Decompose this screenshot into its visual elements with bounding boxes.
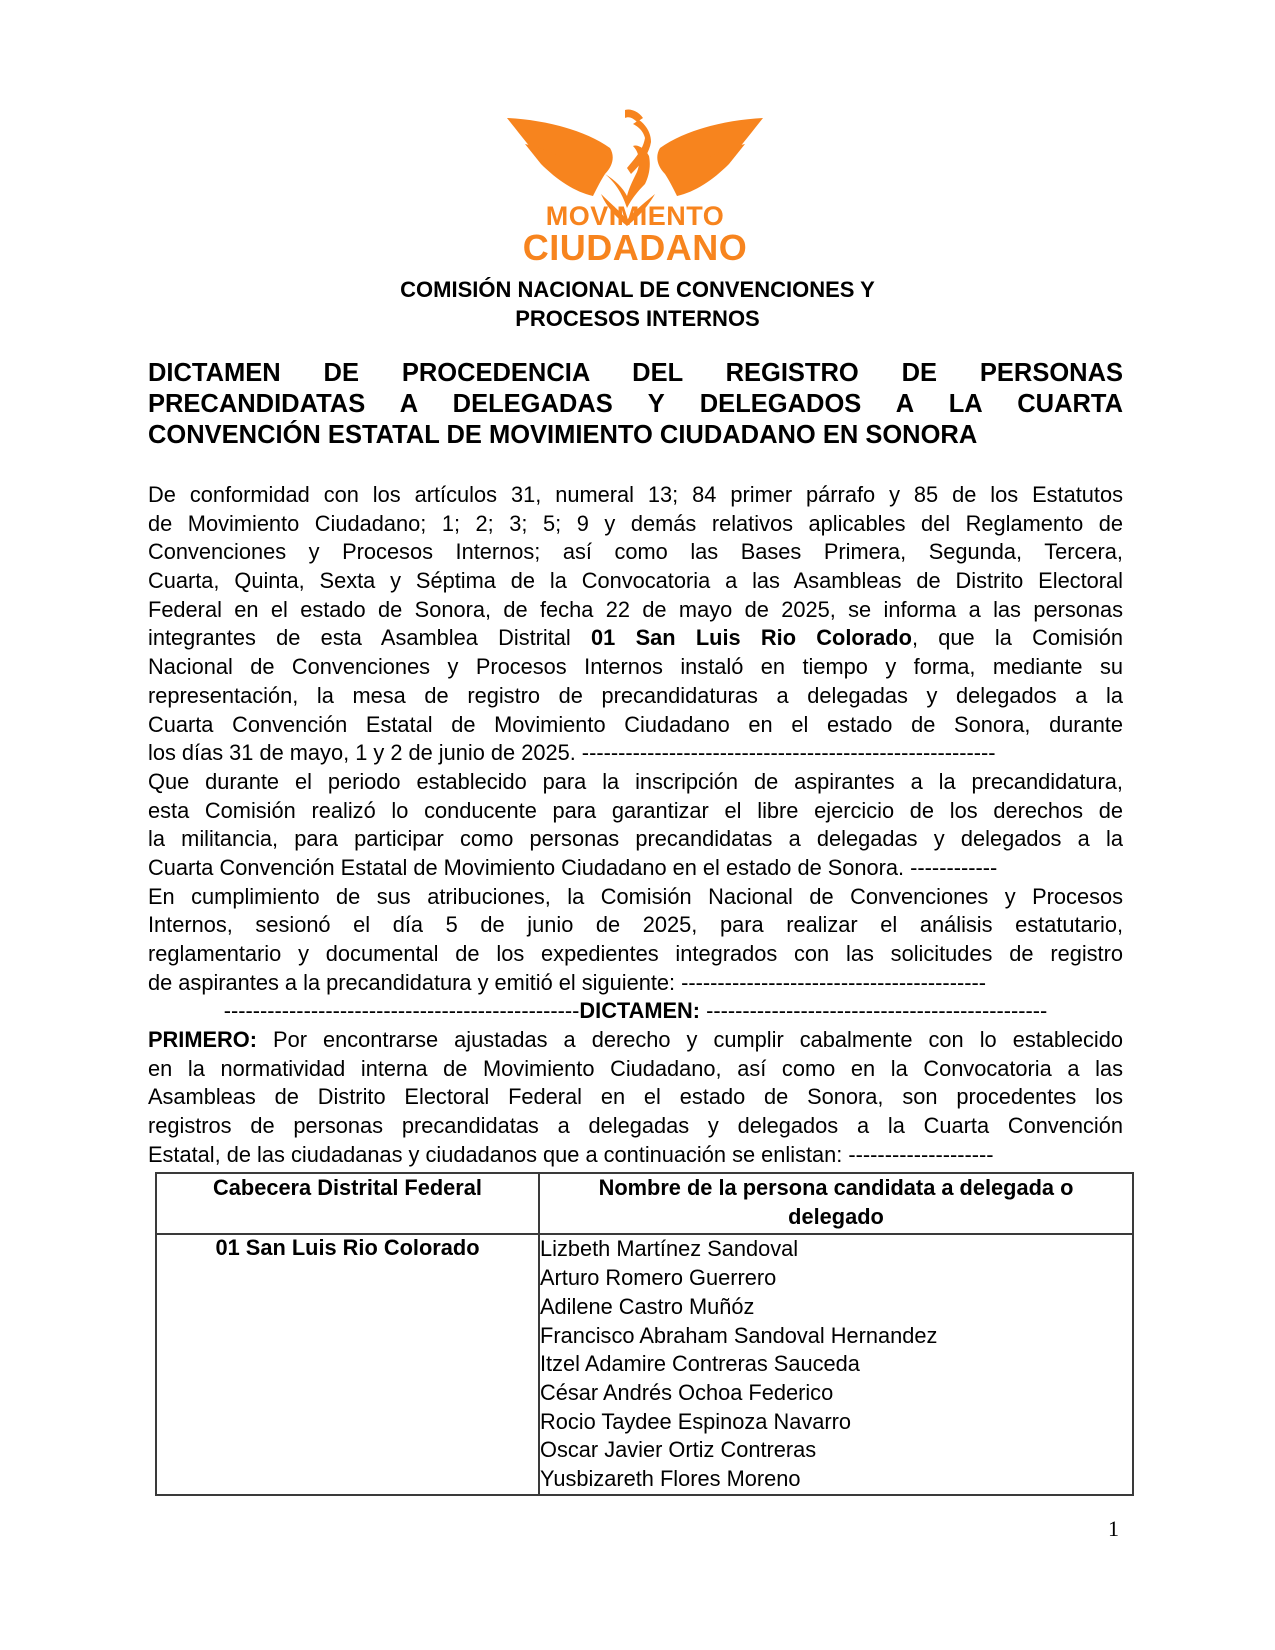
dictamen-dashes-right: ----------------------------------------------- xyxy=(700,998,1048,1024)
header-candidate-name: Nombre de la persona candidata a delegada o delegado xyxy=(539,1173,1133,1234)
candidate-name: Itzel Adamire Contreras Sauceda xyxy=(540,1351,860,1377)
body-line: Cuarta, Quinta, Sexta y Séptima de la Convocatoria a las Asambleas de Distrito Electoral xyxy=(148,568,1123,594)
candidate-name: Lizbeth Martínez Sandoval xyxy=(540,1236,799,1262)
dictamen-label: DICTAMEN: xyxy=(579,998,701,1024)
body-line: de Movimiento Ciudadano; 1; 2; 3; 5; 9 y demás relativos aplicables del Reglamento de xyxy=(148,510,1123,536)
body-line-assembly xyxy=(148,624,1123,653)
body-line: De conformidad con los artículos 31, numeral 13; 84 primer párrafo y 85 de los Estatutos xyxy=(148,482,1123,507)
candidate-name: Arturo Romero Guerrero xyxy=(540,1265,777,1291)
document-title xyxy=(148,358,1123,451)
commission-line-2: PROCESOS INTERNOS xyxy=(515,306,760,331)
body-line: Estatal, de las ciudadanas y ciudadanos que a continuación se enlistan: -------------------- xyxy=(148,1141,994,1167)
candidate-name: Rocio Taydee Espinoza Navarro xyxy=(540,1408,851,1434)
candidate-name: Yusbizareth Flores Moreno xyxy=(540,1466,801,1492)
candidate-name: Oscar Javier Ortiz Contreras xyxy=(540,1437,817,1463)
body-line: registros de personas precandidatas a delegadas y delegados a la Cuarta Convención xyxy=(148,1113,1123,1139)
body-line: la militancia, para participar como personas precandidatas a delegadas y delegados a la xyxy=(148,826,1123,852)
eagle-logo-icon xyxy=(505,108,765,268)
movimiento-ciudadano-logo xyxy=(505,108,765,268)
body-line: reglamentario y documental de los expedientes integrados con las solicitudes de registro xyxy=(148,941,1123,966)
body-line: Federal en el estado de Sonora, de fecha 22 de mayo de 2025, se informa a las personas xyxy=(148,596,1123,622)
logo-line1: MOVIMIENTO xyxy=(545,201,725,231)
candidate-name: César Andrés Ochoa Federico xyxy=(540,1379,834,1405)
district-cell: 01 San Luis Rio Colorado xyxy=(156,1234,539,1494)
body-line: en la normatividad interna de Movimiento Ciudadano, así como en la Convocatoria a las xyxy=(148,1055,1123,1081)
candidate-name: Francisco Abraham Sandoval Hernandez xyxy=(540,1322,938,1348)
commission-heading xyxy=(0,275,1275,333)
body-line: Nacional de Convenciones y Procesos Internos instaló en tiempo y forma, mediante su xyxy=(148,654,1123,680)
table-row xyxy=(156,1234,1133,1494)
body-line: Convenciones y Procesos Internos; así como las Bases Primera, Segunda, Tercera, xyxy=(148,539,1123,565)
body-line: de aspirantes a la precandidatura y emitió el siguiente: ------------------------------------------ xyxy=(148,969,986,995)
assembly-text-post: , que la Comisión xyxy=(911,625,1123,651)
body-line: Cuarta Convención Estatal de Movimiento Ciudadano en el estado de Sonora, durante xyxy=(148,711,1123,737)
logo-line2: CIUDADANO xyxy=(522,227,748,268)
header-district: Cabecera Distrital Federal xyxy=(156,1173,539,1234)
dictamen-heading xyxy=(148,997,1123,1026)
body-line: representación, la mesa de registro de precandidaturas a delegadas y delegados a la xyxy=(148,682,1123,708)
assembly-district-name: 01 San Luis Rio Colorado xyxy=(591,625,912,651)
title-line-1: DICTAMEN DE PROCEDENCIA DEL REGISTRO DE PERSONAS xyxy=(148,359,1123,387)
primero-line xyxy=(148,1026,1123,1055)
body-line: esta Comisión realizó lo conducente para garantizar el libre ejercicio de los derechos de xyxy=(148,797,1123,823)
body-line: Cuarta Convención Estatal de Movimiento Ciudadano en el estado de Sonora. ------------ xyxy=(148,854,998,880)
assembly-text-pre: integrantes de esta Asamblea Distrital xyxy=(148,625,592,651)
delegates-table xyxy=(155,1172,1134,1496)
body-line: En cumplimiento de sus atribuciones, la Comisión Nacional de Convenciones y Procesos xyxy=(148,883,1123,909)
body-line: los días 31 de mayo, 1 y 2 de junio de 2025. --------------------------------------------------------- xyxy=(148,740,996,766)
body-line: Asambleas de Distrito Electoral Federal en el estado de Sonora, son procedentes los xyxy=(148,1084,1123,1110)
names-cell xyxy=(539,1234,1133,1494)
primero-label: PRIMERO: xyxy=(148,1027,257,1053)
commission-line-1: COMISIÓN NACIONAL DE CONVENCIONES Y xyxy=(400,277,875,302)
title-line-2: PRECANDIDATAS A DELEGADAS Y DELEGADOS A LA CUARTA xyxy=(148,390,1123,418)
title-line-3: CONVENCIÓN ESTATAL DE MOVIMIENTO CIUDADANO EN SONORA xyxy=(148,421,978,449)
dictamen-dashes-left: ------------------------------------------------- xyxy=(223,998,580,1024)
candidate-name: Adilene Castro Muñóz xyxy=(540,1293,755,1319)
primero-text: Por encontrarse ajustadas a derecho y cumplir cabalmente con lo establecido xyxy=(257,1027,1123,1053)
body-line: Internos, sesionó el día 5 de junio de 2025, para realizar el análisis estatutario, xyxy=(148,912,1123,938)
table-header-row xyxy=(156,1173,1133,1234)
page-number: 1 xyxy=(1108,1516,1119,1541)
body-line: Que durante el periodo establecido para la inscripción de aspirantes a la precandidatura, xyxy=(148,768,1123,794)
document-body xyxy=(148,481,1123,1170)
